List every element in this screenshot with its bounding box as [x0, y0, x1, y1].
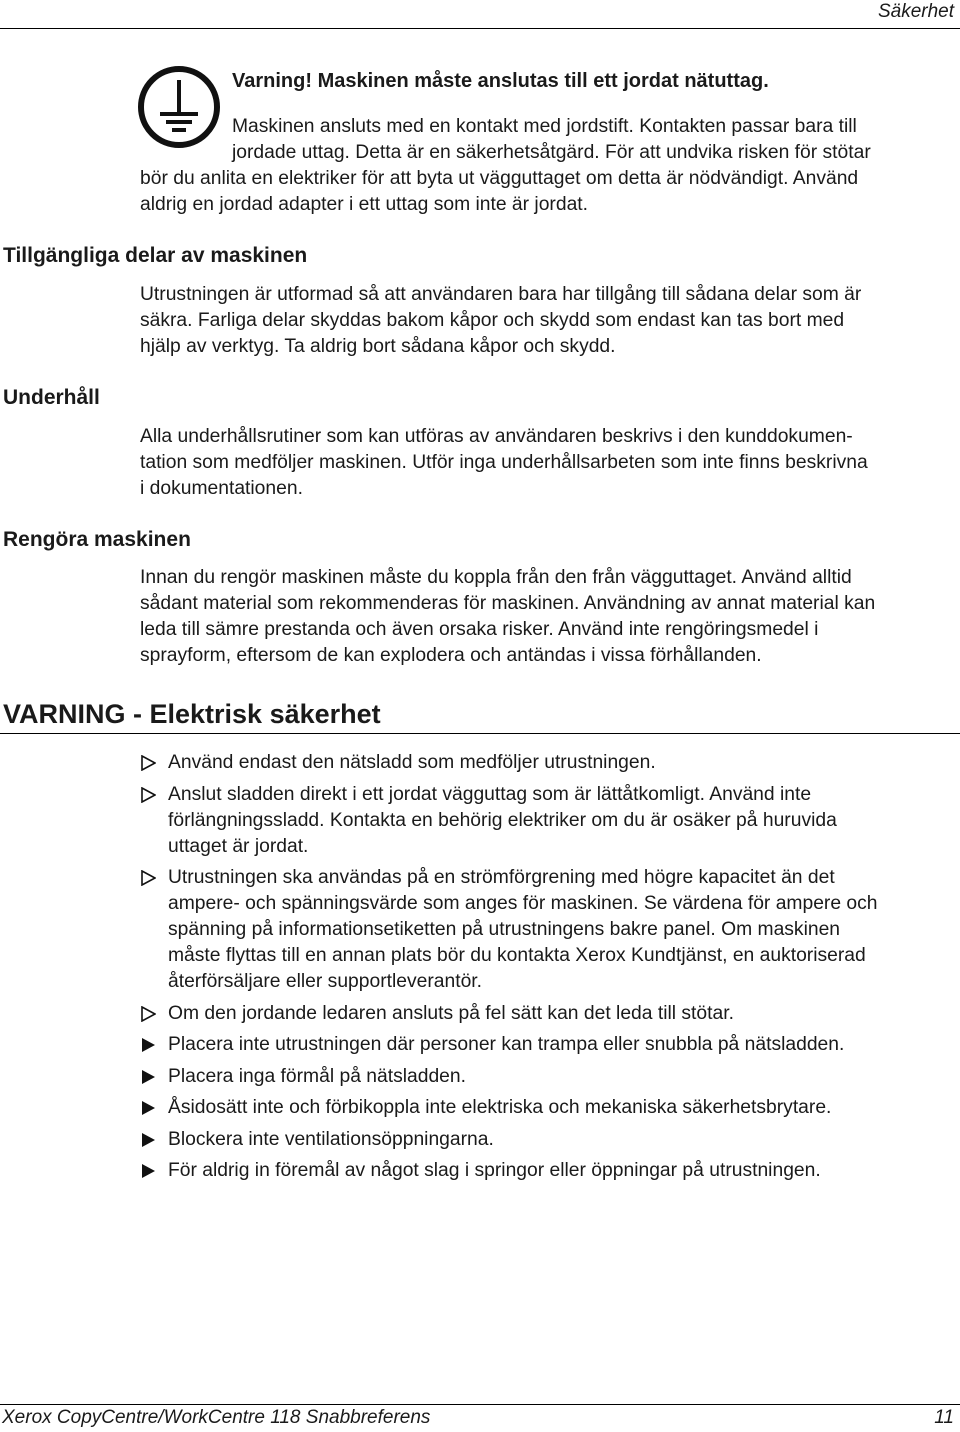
electrical-safety-list [138, 750, 960, 1190]
solid-triangle-icon [140, 1132, 156, 1148]
list-item [138, 1095, 960, 1121]
page-number: 11 [934, 1407, 954, 1428]
text-line: uttaget är jordat. [168, 835, 309, 857]
text-line: Placera inga förmål på nätsladden. [168, 1065, 466, 1087]
text-line: Om den jordande ledaren ansluts på fel sätt kan det leda till stötar. [168, 1002, 734, 1024]
list-item [138, 782, 960, 860]
ground-symbol-icon [136, 64, 222, 150]
text-line: Anslut sladden direkt i ett jordat vägguttag som är lättåtkomligt. Använd inte [168, 783, 812, 805]
section-heading-accessible-parts: Tillgängliga delar av maskinen [3, 244, 308, 267]
text-line: ampere- och spänningsvärde som anges för maskinen. Se värdena för ampere och [168, 893, 878, 914]
text-line: bör du anlita en elektriker för att byta ut vägguttaget om detta är nödvändigt. Använd [140, 168, 859, 189]
text-line: leda till sämre prestanda och även orsaka risker. Använd inte rengöringsmedel i [140, 619, 819, 640]
text-line: återförsäljare eller supportleverantör. [168, 971, 483, 992]
header-rule [0, 28, 960, 29]
section-body-accessible-parts [140, 282, 861, 360]
text-line: aldrig en jordad adapter i ett uttag som inte är jordat. [140, 194, 589, 215]
text-line: sprayform, eftersom de kan explodera och antändas i vissa förhållanden. [140, 645, 762, 666]
text-line: För aldrig in föremål av något slag i springor eller öppningar på utrustningen. [168, 1160, 821, 1181]
text-line: spänning på informationsetiketten på utrustningens bakre panel. Om maskinen [168, 919, 841, 940]
grounding-warning-heading: Varning! Maskinen måste anslutas till ett jordat nätuttag. [232, 70, 769, 92]
list-item [138, 1032, 960, 1058]
list-item [138, 750, 960, 776]
text-line: Innan du rengör maskinen måste du koppla från den från vägguttaget. Använd alltid [140, 567, 852, 588]
hollow-triangle-icon [140, 755, 156, 771]
running-header: Säkerhet [877, 1, 954, 22]
heading-rule [0, 733, 960, 734]
text-line: hjälp av verktyg. Ta aldrig bort sådana kåpor och skydd. [140, 336, 616, 357]
text-line: Åsidosätt inte och förbikoppla inte elektriska och mekaniska säkerhetsbrytare. [168, 1097, 832, 1118]
electrical-safety-heading: VARNING - Elektrisk säkerhet [3, 699, 381, 729]
hollow-triangle-icon [140, 1006, 156, 1022]
text-line: måste flyttas till en annan plats bör du kontakta Xerox Kundtjänst, en auktoriserad [168, 945, 866, 966]
text-line: Blockera inte ventilationsöppningarna. [168, 1128, 494, 1150]
text-line: förlängningssladd. Kontakta en behörig elektriker om du är osäker på huruvida [168, 809, 837, 831]
solid-triangle-icon [140, 1069, 156, 1085]
text-line: sådant material som rekommenderas för maskinen. Användning av annat material kan [140, 593, 876, 614]
solid-triangle-icon [140, 1100, 156, 1116]
section-body-cleaning [140, 565, 875, 669]
solid-triangle-icon [140, 1163, 156, 1179]
text-line: i dokumentationen. [140, 478, 303, 499]
text-line: Maskinen ansluts med en kontakt med jordstift. Kontakten passar bara till [232, 116, 857, 137]
hollow-triangle-icon [140, 870, 156, 886]
hollow-triangle-icon [140, 787, 156, 803]
text-line: Utrustningen är utformad så att användaren bara har tillgång till sådana delar som är [140, 284, 862, 305]
text-line: Använd endast den nätsladd som medföljer utrustningen. [168, 752, 656, 773]
text-line: Placera inte utrustningen där personer kan trampa eller snubbla på nätsladden. [168, 1034, 845, 1055]
list-item [138, 1001, 960, 1027]
footer-product-title: Xerox CopyCentre/WorkCentre 118 Snabbreferens [2, 1407, 431, 1428]
list-item [138, 865, 960, 995]
section-heading-cleaning: Rengöra maskinen [3, 528, 191, 551]
section-heading-maintenance: Underhåll [3, 386, 100, 409]
grounding-warning-text [232, 114, 871, 166]
text-line: tation som medföljer maskinen. Utför inga underhållsarbeten som inte finns beskrivna [140, 452, 868, 473]
list-item [138, 1127, 960, 1153]
section-body-maintenance [140, 424, 868, 502]
text-line: Alla underhållsrutiner som kan utföras av användaren beskrivs i den kunddokumen- [140, 426, 853, 447]
footer-rule [0, 1404, 960, 1405]
text-line: säkra. Farliga delar skyddas bakom kåpor och skydd som endast kan tas bort med [140, 310, 845, 331]
list-item [138, 1158, 960, 1184]
text-line: Utrustningen ska användas på en strömförgrening med högre kapacitet än det [168, 867, 835, 888]
list-item [138, 1064, 960, 1090]
text-line: jordade uttag. Detta är en säkerhetsåtgärd. För att undvika risken för stötar [232, 142, 871, 163]
solid-triangle-icon [140, 1037, 156, 1053]
grounding-warning-text-cont [140, 166, 858, 218]
